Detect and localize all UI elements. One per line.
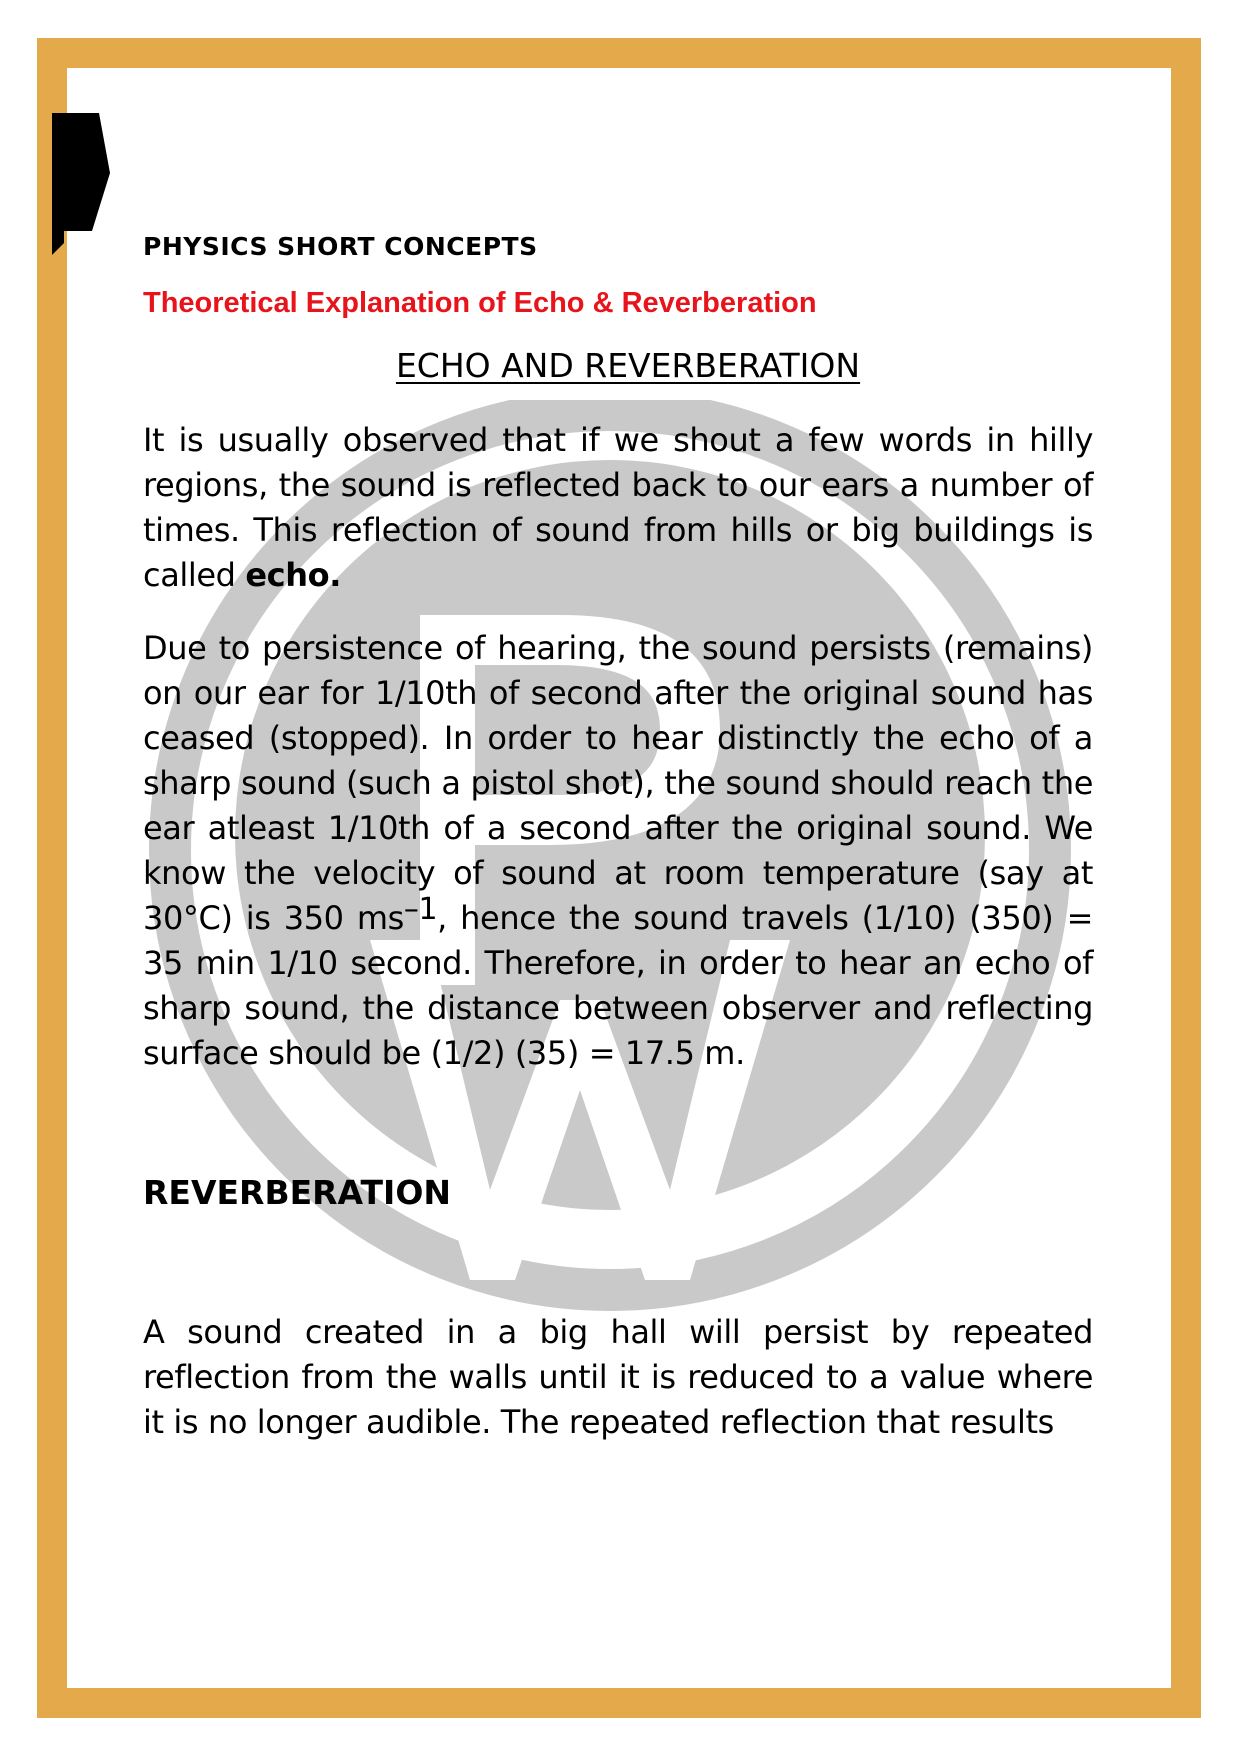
persistence-paragraph xyxy=(143,626,1093,1076)
document-subtitle: Theoretical Explanation of Echo & Reverberation xyxy=(143,287,817,319)
persistence-text-after: , hence the sound travels (1/10) (350) = 35 min 1/10 second. Therefore, in order to hear an echo of sharp sound, the distance between observer and reflecting surface should be (1/2) (35) = 17.5 m. xyxy=(143,899,1093,1072)
series-title: PHYSICS SHORT CONCEPTS xyxy=(143,232,538,261)
echo-definition-paragraph xyxy=(143,418,1093,598)
echo-term: echo. xyxy=(245,556,341,594)
section-heading: ECHO AND REVERBERATION xyxy=(395,346,861,385)
black-tab-marker-icon xyxy=(52,113,112,255)
page-content xyxy=(143,232,1093,1445)
reverberation-paragraph: A sound created in a big hall will persist by repeated reflection from the walls until it is reduced to a value where it is no longer audible. The repeated reflection that results xyxy=(143,1313,1093,1441)
persistence-text-before: Due to persistence of hearing, the sound persists (remains) on our ear for 1/10th of second after the original sound has ceased (stopped). In order to hear distinctly the echo of a sharp sound (such a pistol shot), the sound should reach the ear atleast 1/10th of a second after the original sound. We know the velocity of sound at room temperature (say at 30°C) is 350 ms xyxy=(143,629,1093,937)
unit-exponent: –1 xyxy=(403,892,438,927)
reverberation-heading: REVERBERATION xyxy=(143,1173,451,1212)
echo-definition-text: It is usually observed that if we shout a few words in hilly regions, the sound is reflected back to our ears a number of times. This reflection of sound from hills or big buildings is called xyxy=(143,421,1093,594)
